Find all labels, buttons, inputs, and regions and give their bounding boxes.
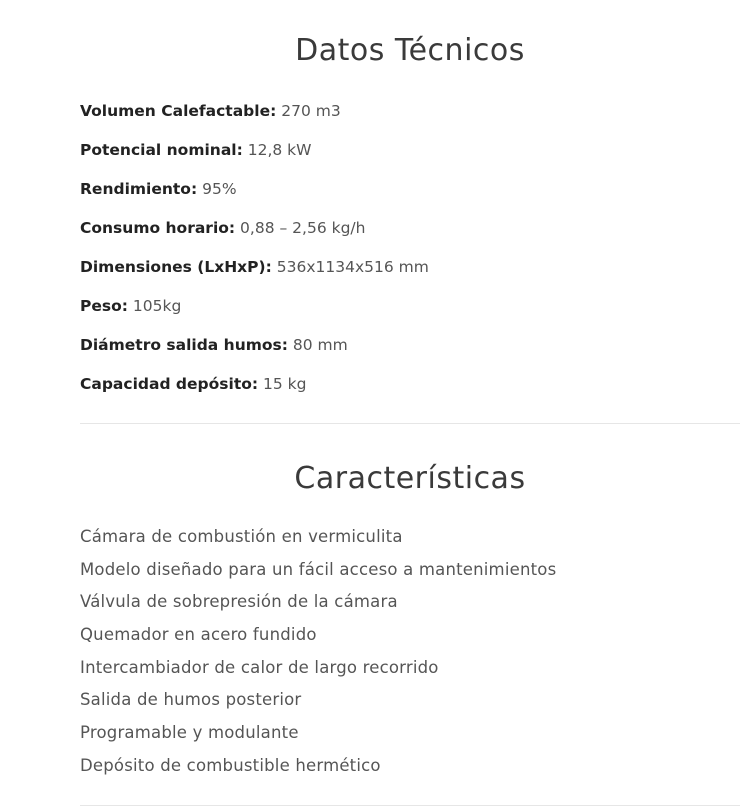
feature-item: Programable y modulante (80, 723, 299, 743)
spec-value: 0,88 – 2,56 kg/h (240, 219, 366, 237)
spec-row-tank-capacity (80, 369, 429, 408)
feature-item: Depósito de combustible hermético (80, 755, 381, 775)
feature-item: Modelo diseñado para un fácil acceso a mantenimientos (80, 559, 557, 579)
spec-value: 105kg (132, 297, 182, 315)
features-list (80, 521, 556, 783)
specs-title: Datos Técnicos (295, 33, 525, 68)
spec-label: Dimensiones (LxHxP): (80, 258, 272, 276)
feature-item: Cámara de combustión en vermiculita (80, 527, 403, 546)
spec-row-flue-diameter (80, 330, 429, 369)
section-divider (80, 805, 740, 806)
spec-label: Diámetro salida humos: (80, 336, 288, 354)
spec-row-dimensions (80, 252, 429, 291)
spec-label: Capacidad depósito: (80, 375, 259, 393)
spec-label: Rendimiento: (80, 180, 198, 198)
spec-row-efficiency (80, 174, 429, 213)
section-divider (80, 423, 740, 424)
spec-row-heating-volume (80, 96, 429, 135)
spec-value: 95% (202, 180, 237, 198)
features-title: Características (294, 461, 526, 496)
specs-list (80, 96, 429, 408)
spec-value: 80 mm (292, 336, 348, 354)
feature-item: Salida de humos posterior (80, 690, 302, 710)
spec-label: Potencial nominal: (80, 141, 243, 159)
spec-label: Peso: (80, 297, 128, 315)
feature-item: Intercambiador de calor de largo recorrido (80, 657, 439, 677)
spec-value: 15 kg (263, 375, 307, 393)
spec-label: Volumen Calefactable: (80, 102, 277, 120)
spec-value: 536x1134x516 mm (276, 258, 429, 276)
spec-value: 270 m3 (281, 102, 341, 120)
spec-row-weight (80, 291, 429, 330)
spec-row-hourly-consumption (80, 213, 429, 252)
spec-label: Consumo horario: (80, 219, 236, 237)
spec-row-nominal-power (80, 135, 429, 174)
feature-item: Quemador en acero fundido (80, 625, 317, 645)
spec-value: 12,8 kW (247, 141, 312, 159)
feature-item: Válvula de sobrepresión de la cámara (80, 592, 398, 612)
